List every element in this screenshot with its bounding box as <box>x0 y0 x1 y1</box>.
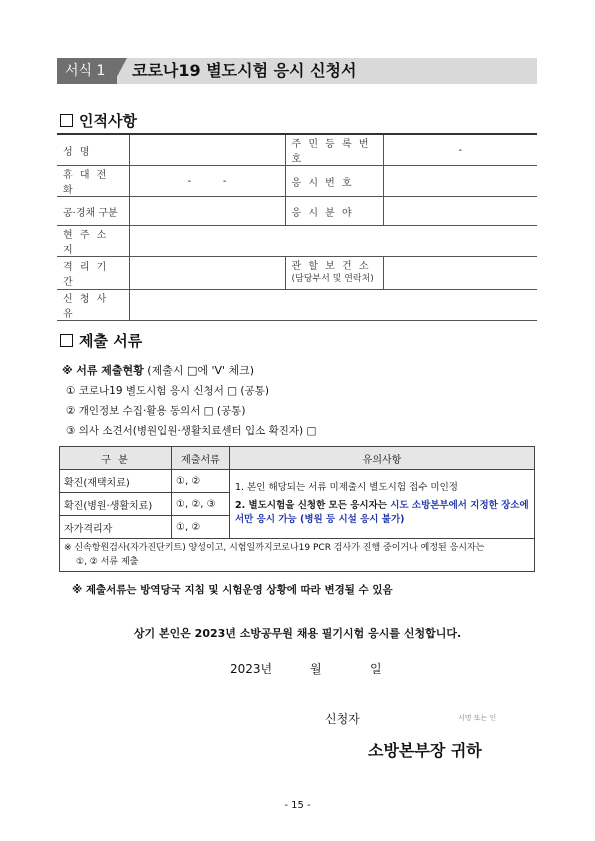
documents-cell: ①, ②, ③ <box>172 493 230 516</box>
doc-item-2: ② 개인정보 수집·활용 동의서 □ (공통) <box>66 405 246 417</box>
applicant-label: 신청자 <box>325 712 360 726</box>
checkbox-square-icon <box>60 114 73 127</box>
recruit-type-label: 공·경채 구분 <box>57 197 129 226</box>
document-title: 코로나19 별도시험 응시 신청서 <box>132 61 357 80</box>
table-row <box>57 257 537 290</box>
doc-item-3: ③ 의사 소견서(병원입원·생활치료센터 입소 확진자) □ <box>66 425 317 437</box>
table-row <box>57 226 537 257</box>
address-field[interactable] <box>129 226 537 257</box>
header-documents: 제출서류 <box>172 447 230 470</box>
badge-slant-decoration <box>113 58 127 84</box>
header-notes: 유의사항 <box>230 447 535 470</box>
form-badge: 서식 1 <box>57 58 117 84</box>
exam-number-label: 응 시 번 호 <box>285 166 383 197</box>
exam-field-field[interactable] <box>383 197 537 226</box>
category-cell: 확진(재택치료) <box>60 470 172 493</box>
submission-status: ※ 서류 제출현황 (제출시 □에 'V' 체크) <box>62 364 255 377</box>
date-month: 월 <box>310 662 322 676</box>
exam-number-field[interactable] <box>383 166 537 197</box>
health-center-label: 관 할 보 건 소 (담당부서 및 연락처) <box>285 257 383 290</box>
quarantine-period-label: 격 리 기 간 <box>57 257 129 290</box>
section-title-personal-info: 인적사항 <box>60 110 137 131</box>
personal-info-table <box>57 133 537 321</box>
documents-table <box>59 446 535 572</box>
documents-cell: ①, ② <box>172 470 230 493</box>
recruit-type-field[interactable] <box>129 197 285 226</box>
doc-item-1: ① 코로나19 별도시험 응시 신청서 □ (공통) <box>66 385 269 397</box>
resident-number-label: 주 민 등 록 번 호 <box>285 134 383 166</box>
table-row <box>57 166 537 197</box>
date-year: 2023년 <box>230 662 273 676</box>
declaration-text: 상기 본인은 2023년 소방공무원 채용 필기시험 응시를 신청합니다. <box>133 627 462 640</box>
table-row <box>57 197 537 226</box>
page-number: - 15 - <box>284 800 311 811</box>
name-label: 성 명 <box>57 134 129 166</box>
name-field[interactable] <box>129 134 285 166</box>
notes-cell: 1. 본인 해당되는 서류 미제출시 별도시험 접수 미인정 2. 별도시험을 신청한 모든 응시자는 시도 소방본부에서 지정한 장소에서만 응시 가능 (병원 등 시설 응시 불가) <box>230 470 535 539</box>
checkbox-square-icon <box>60 334 73 347</box>
table-row <box>57 290 537 321</box>
table-footnote: ※ 신속항원검사(자가진단키트) 양성이고, 시험일까지코로나19 PCR 검사가 진행 중이거나 예정된 응시자는 ①, ② 서류 제출 <box>60 539 535 572</box>
category-cell: 확진(병원·생활치료) <box>60 493 172 516</box>
table-row <box>57 134 537 166</box>
table-row <box>60 470 535 493</box>
table-footer-row <box>60 539 535 572</box>
signature-field[interactable]: 서명 또는 인 <box>458 714 497 722</box>
mobile-field[interactable]: - - <box>129 166 285 197</box>
category-cell: 자가격리자 <box>60 516 172 539</box>
address-label: 현 주 소 지 <box>57 226 129 257</box>
date-day: 일 <box>370 662 382 676</box>
addressee: 소방본부장 귀하 <box>368 741 482 760</box>
section-title-documents: 제출 서류 <box>60 330 142 351</box>
resident-number-field[interactable]: - <box>383 134 537 166</box>
header-category: 구 분 <box>60 447 172 470</box>
exam-field-label: 응 시 분 야 <box>285 197 383 226</box>
table-header-row <box>60 447 535 470</box>
documents-cell: ①, ② <box>172 516 230 539</box>
health-center-field[interactable] <box>383 257 537 290</box>
change-notice: ※ 제출서류는 방역당국 지침 및 시험운영 상황에 따라 변경될 수 있음 <box>72 584 393 596</box>
mobile-label: 휴 대 전 화 <box>57 166 129 197</box>
reason-label: 신 청 사 유 <box>57 290 129 321</box>
quarantine-period-field[interactable] <box>129 257 285 290</box>
reason-field[interactable] <box>129 290 537 321</box>
